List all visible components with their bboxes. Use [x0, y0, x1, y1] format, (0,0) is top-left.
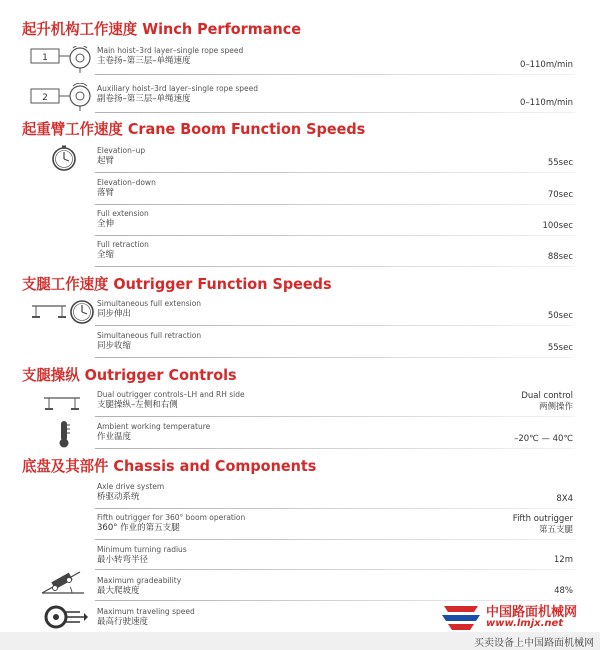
watermark-logo-text: 中国路面机械网 — [486, 605, 578, 620]
row-full-retraction: Full retraction 全缩 88sec — [97, 240, 575, 266]
row-max-traveling-speed: Maximum traveling speed 最高行驶速度 — [97, 607, 195, 627]
row-full-extension: Full extension 全伸 100sec — [97, 209, 575, 235]
outrigger-stopwatch-icon — [30, 298, 98, 330]
footer-text: 买卖设备上中国路面机械网 — [474, 638, 594, 649]
row-min-turning-radius: Minimum turning radius 最小转弯半径 12m — [97, 545, 575, 569]
svg-text:1: 1 — [42, 53, 48, 63]
main-hoist-icon — [30, 46, 98, 78]
section-title-boom: 起重臂工作速度 Crane Boom Function Speeds — [22, 120, 366, 138]
aux-hoist-icon — [30, 83, 98, 115]
section-title-outrigger-speed: 支腿工作速度 Outrigger Function Speeds — [22, 275, 332, 293]
row-axle-drive: Axle drive system 桥驱动系统 8X4 — [97, 482, 575, 508]
svg-text:2: 2 — [42, 93, 48, 103]
section-title-outrigger-controls: 支腿操纵 Outrigger Controls — [22, 366, 237, 384]
section-title-winch: 起升机构工作速度 Winch Performance — [22, 20, 302, 38]
value-dual-control-cn: 两侧操作 — [538, 402, 573, 412]
row-sim-full-retraction: Simultaneous full retraction 同步收缩 55sec — [97, 331, 575, 357]
speed-wheel-icon — [44, 604, 88, 634]
stopwatch-icon — [51, 145, 77, 175]
row-sim-full-extension: Simultaneous full extension 同步伸出 50sec — [97, 299, 575, 325]
section-title-chassis: 底盘及其部件 Chassis and Components — [22, 457, 317, 475]
row-dual-outrigger-controls: Dual outrigger controls–LH and RH side 支腿操纵–左侧和右侧 Dual control 两侧操作 — [97, 390, 575, 416]
outrigger-icon — [42, 393, 82, 417]
gradeability-icon — [40, 566, 86, 600]
row-elevation-up: Elevation–up 起臂 55sec — [97, 146, 575, 172]
thermometer-icon — [56, 420, 72, 452]
row-max-gradeability: Maximum gradeability 最大爬坡度 48% — [97, 576, 575, 600]
value-fifth-outrigger-cn: 第五支腿 — [538, 525, 573, 535]
footer-bar — [0, 632, 600, 650]
value-dual-control-en: Dual control — [521, 391, 573, 401]
row-aux-hoist: Auxiliary hoist–3rd layer–single rope speed 副卷扬–第三层–单绳速度 0–110m/min — [97, 84, 575, 112]
watermark-logo-icon — [440, 600, 482, 636]
row-main-hoist: Main hoist–3rd layer–single rope speed 主卷扬–第三层–单绳速度 0–110m/min — [97, 46, 575, 74]
row-elevation-down: Elevation–down 落臂 70sec — [97, 178, 575, 204]
watermark-url: www.lmjx.net — [486, 618, 564, 629]
value-fifth-outrigger-en: Fifth outrigger — [512, 514, 573, 524]
row-ambient-temperature: Ambient working temperature 作业温度 –20℃ — 40℃ — [97, 422, 575, 448]
row-fifth-outrigger: Fifth outrigger for 360° boom operation 360° 作业的第五支腿 Fifth outrigger 第五支腿 — [97, 513, 575, 539]
